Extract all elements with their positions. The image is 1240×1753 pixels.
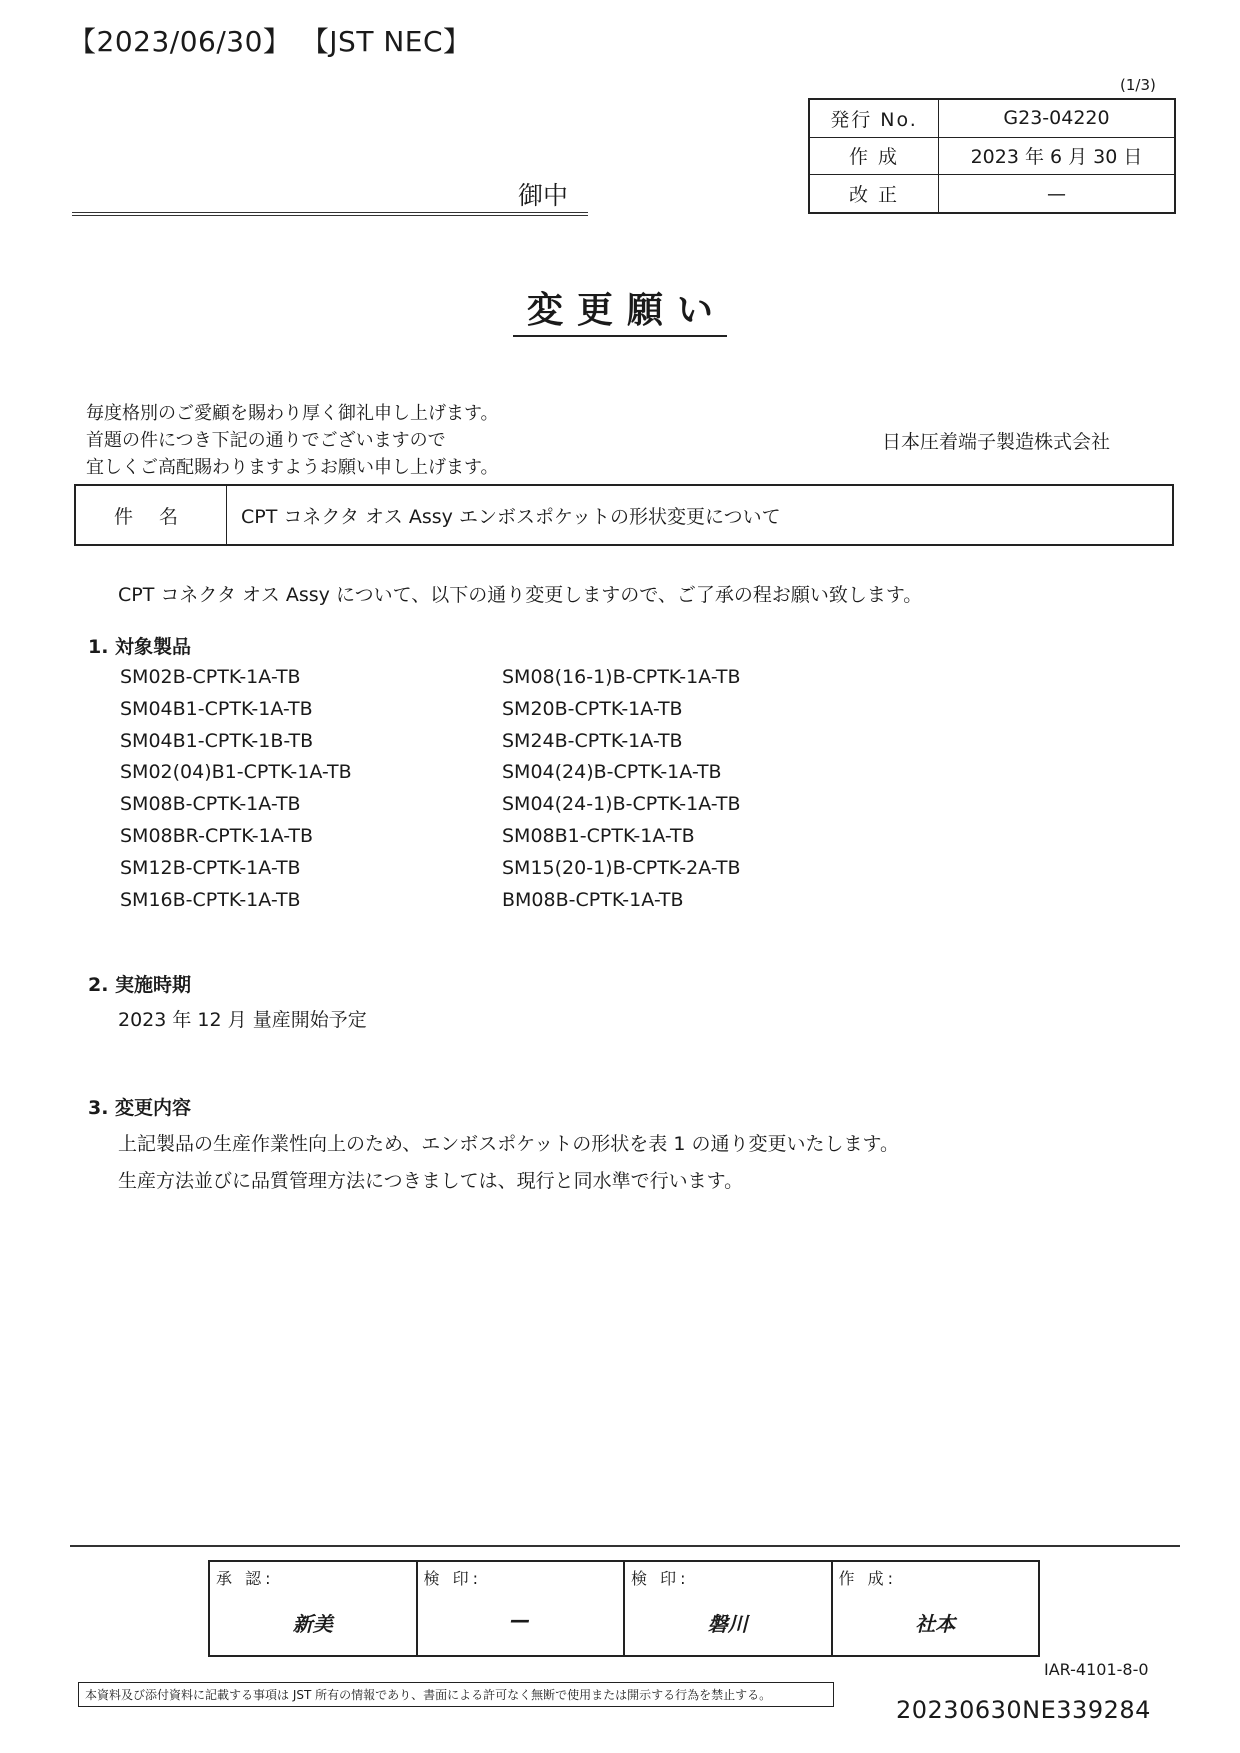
- meta-row-created: [809, 137, 1175, 175]
- product-item: SM20B-CPTK-1A-TB: [502, 697, 683, 720]
- document-id: 20230630NE339284: [896, 1696, 1151, 1724]
- form-number: IAR-4101-8-0: [1044, 1660, 1149, 1679]
- approval-stamp-table: [208, 1560, 1040, 1657]
- greeting-block: [86, 400, 499, 481]
- approval-label: 検 印:: [631, 1569, 690, 1588]
- section-3-body: [118, 1126, 899, 1200]
- approval-label: 作 成:: [838, 1569, 897, 1588]
- approval-name: —: [510, 1608, 531, 1632]
- meta-value: —: [939, 175, 1176, 213]
- product-item: SM08BR-CPTK-1A-TB: [120, 824, 314, 847]
- subject-value: CPT コネクタ オス Assy エンボスポケットの形状変更について: [241, 505, 781, 528]
- approval-name: 社本: [915, 1612, 956, 1636]
- product-item: SM08B1-CPTK-1A-TB: [502, 824, 695, 847]
- approval-name: 磐川: [707, 1612, 748, 1636]
- product-item: SM12B-CPTK-1A-TB: [120, 856, 301, 879]
- product-item: SM24B-CPTK-1A-TB: [502, 729, 683, 752]
- section-3-title: 3. 変更内容: [88, 1097, 192, 1119]
- header-tag: 【2023/06/30】 【JST NEC】: [68, 25, 472, 58]
- product-item: SM08(16-1)B-CPTK-1A-TB: [502, 666, 741, 688]
- product-list-col-1: [120, 662, 352, 916]
- product-item: SM04(24)B-CPTK-1A-TB: [502, 761, 722, 784]
- greeting-line: 毎度格別のご愛顧を賜わり厚く御礼申し上げます。: [86, 403, 499, 424]
- product-item: SM04B1-CPTK-1B-TB: [120, 729, 314, 752]
- meta-row-issue-no: [809, 99, 1175, 137]
- section-2-title: 2. 実施時期: [88, 974, 192, 996]
- section-1-title: 1. 対象製品: [88, 636, 192, 658]
- product-item: SM02B-CPTK-1A-TB: [120, 666, 301, 688]
- recipient-underline: [72, 212, 588, 216]
- document-meta-table: [808, 98, 1176, 214]
- intro-text: CPT コネクタ オス Assy について、以下の通り変更しますので、ご了承の程お願い致します。: [118, 584, 923, 606]
- section-3-line: 上記製品の生産作業性向上のため、エンボスポケットの形状を表 1 の通り変更いたします。: [118, 1133, 899, 1155]
- product-list-col-2: [502, 662, 741, 916]
- meta-value: G23-04220: [939, 99, 1176, 137]
- company-name: 日本圧着端子製造株式会社: [882, 431, 1111, 453]
- approval-label: 検 印:: [423, 1569, 482, 1588]
- footer-divider: [70, 1545, 1180, 1547]
- meta-key: 改 正: [809, 175, 939, 213]
- product-item: SM16B-CPTK-1A-TB: [120, 888, 301, 911]
- product-item: SM15(20-1)B-CPTK-2A-TB: [502, 856, 741, 879]
- meta-key: 作 成: [809, 137, 939, 175]
- document-title: 変更願い: [513, 290, 727, 337]
- meta-value: 2023 年 6 月 30 日: [939, 137, 1176, 175]
- approval-cell: [209, 1561, 417, 1656]
- section-2-body: 2023 年 12 月 量産開始予定: [118, 1009, 367, 1031]
- meta-key: 発行 No.: [809, 99, 939, 137]
- approval-label: 承 認:: [216, 1569, 275, 1588]
- approval-name: 新美: [292, 1612, 333, 1636]
- greeting-line: 首題の件につき下記の通りでございますので: [86, 430, 446, 451]
- subject-label: 件 名: [76, 486, 227, 544]
- approval-cell: [417, 1561, 625, 1656]
- meta-row-revision: [809, 175, 1175, 213]
- page-number: (1/3): [1120, 76, 1156, 94]
- subject-box: [74, 484, 1174, 546]
- recipient-suffix: 御中: [518, 181, 569, 210]
- product-item: SM04(24-1)B-CPTK-1A-TB: [502, 793, 741, 816]
- product-item: SM08B-CPTK-1A-TB: [120, 793, 301, 816]
- section-3-line: 生産方法並びに品質管理方法につきましては、現行と同水準で行います。: [118, 1170, 744, 1192]
- product-item: SM02(04)B1-CPTK-1A-TB: [120, 761, 352, 784]
- approval-cell: [624, 1561, 832, 1656]
- product-item: SM04B1-CPTK-1A-TB: [120, 697, 313, 720]
- approval-cell: [832, 1561, 1040, 1656]
- product-item: BM08B-CPTK-1A-TB: [502, 888, 684, 911]
- document-title-wrap: [0, 282, 1240, 333]
- greeting-line: 宜しくご高配賜わりますようお願い申し上げます。: [86, 457, 499, 478]
- confidentiality-notice: 本資料及び添付資料に記載する事項は JST 所有の情報であり、書面による許可なく無断で使用または開示する行為を禁止する。: [78, 1682, 834, 1707]
